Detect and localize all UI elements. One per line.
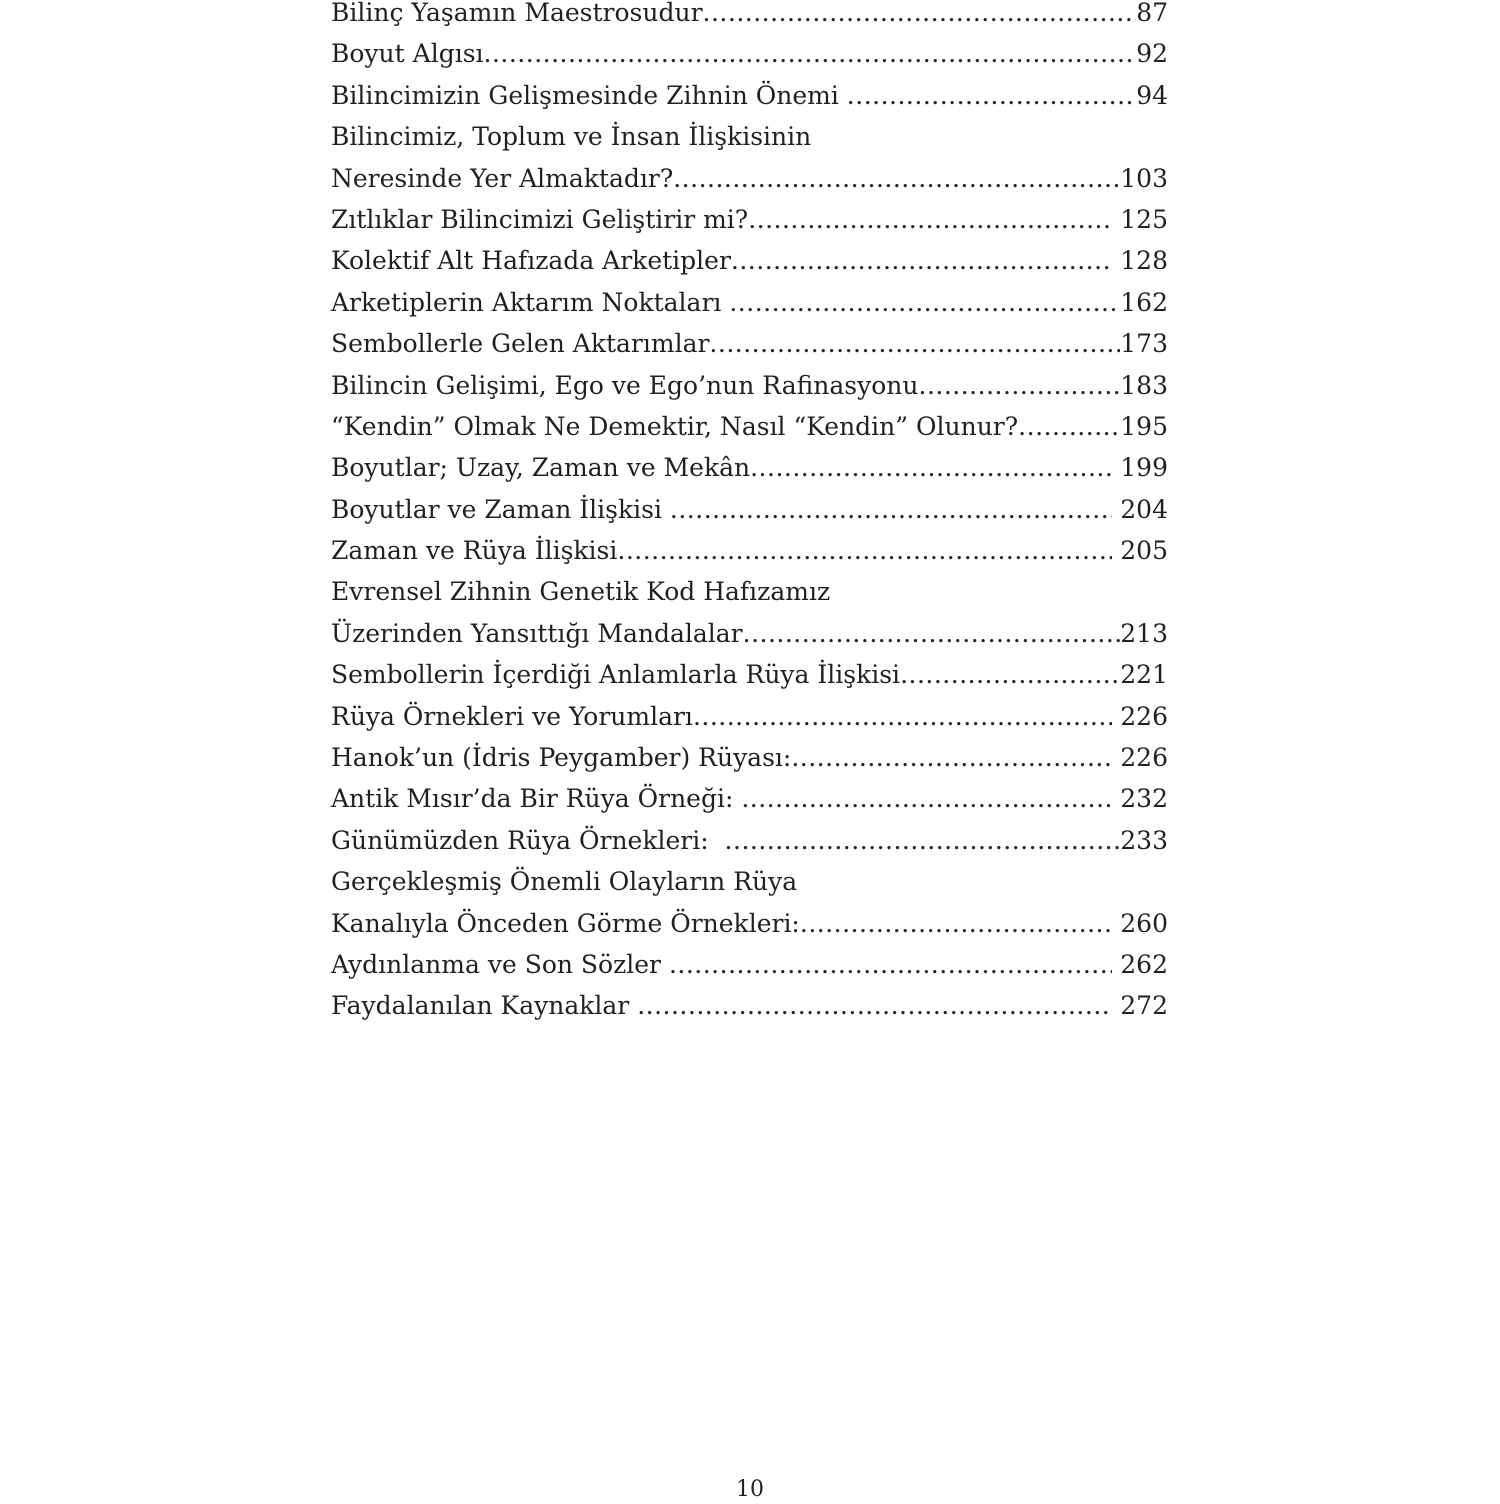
toc-leader-dots (617, 536, 1112, 565)
toc-entry-page: 173 (1120, 329, 1168, 359)
toc-entry-title: Evrensel Zihnin Genetik Kod Hafızamız (331, 577, 831, 607)
toc-entry-title: Sembollerin İçerdiği Anlamlarla Rüya İlişkisi (331, 660, 901, 690)
toc-leader-dots (670, 495, 1112, 524)
toc-entry-title: Antik Mısır’da Bir Rüya Örneği: (331, 784, 742, 814)
toc-entry (331, 660, 1168, 701)
toc-entry-title: Zaman ve Rüya İlişkisi (331, 536, 618, 566)
toc-entry (331, 495, 1168, 536)
toc-entry (331, 39, 1168, 80)
toc-leader-dots (484, 39, 1137, 68)
toc-entry-page: 183 (1120, 370, 1168, 400)
toc-leader-dots (791, 743, 1112, 772)
toc-entry-title: “Kendin” Olmak Ne Demektir, Nasıl “Kendin” Olunur? (331, 411, 1019, 441)
toc-leader-dots (729, 288, 1120, 317)
toc-leader-dots (741, 784, 1112, 813)
toc-entry-title: Zıtlıklar Bilincimizi Geliştirir mi? (331, 204, 749, 234)
toc-leader-dots (748, 205, 1112, 234)
toc-entry-page: 87 (1136, 0, 1168, 27)
toc-leader-dots (637, 991, 1112, 1020)
toc-entry (331, 743, 1168, 784)
toc-entry-title: Üzerinden Yansıttığı Mandalalar (331, 618, 743, 648)
toc-entry-title: Bilinç Yaşamın Maestrosudur (331, 0, 703, 27)
toc-entry (331, 122, 1168, 163)
toc-entry (331, 412, 1168, 453)
toc-entry-page: 162 (1120, 287, 1168, 317)
toc-entry-page: 103 (1120, 163, 1168, 193)
toc-leader-dots (725, 826, 1121, 855)
toc-entry-page: 92 (1136, 39, 1168, 69)
toc-entry-page: 195 (1120, 411, 1168, 441)
toc-leader-dots (847, 81, 1136, 110)
page-number: 10 (736, 1477, 764, 1502)
toc-entry-title: Gerçekleşmiş Önemli Olayların Rüya (331, 867, 798, 897)
toc-entry-page: 204 (1112, 494, 1168, 524)
toc-entry (331, 453, 1168, 494)
toc-entry-title: Neresinde Yer Almaktadır? (331, 163, 674, 193)
toc-leader-dots (743, 619, 1121, 648)
toc-entry-page: 272 (1112, 991, 1168, 1021)
toc-entry (331, 81, 1168, 122)
toc-entry (331, 0, 1168, 39)
toc-entry (331, 867, 1168, 908)
toc-leader-dots (709, 329, 1120, 358)
toc-entry-title: Rüya Örnekleri ve Yorumları (331, 701, 693, 731)
toc-entry-page: 94 (1136, 80, 1168, 110)
toc-entry-page: 233 (1120, 825, 1168, 855)
toc-leader-dots (919, 371, 1121, 400)
toc-entry (331, 329, 1168, 370)
toc-entry-page: 262 (1112, 949, 1168, 979)
toc-entry-title: Sembollerle Gelen Aktarımlar (331, 329, 710, 359)
toc-entry (331, 950, 1168, 991)
toc-leader-dots (750, 453, 1112, 482)
toc-entry-title: Hanok’un (İdris Peygamber) Rüyası: (331, 743, 792, 773)
toc-entry (331, 371, 1168, 412)
toc-leader-dots (669, 950, 1112, 979)
toc-leader-dots (693, 702, 1112, 731)
toc-entry (331, 164, 1168, 205)
toc-entry-title: Arketiplerin Aktarım Noktaları (331, 287, 730, 317)
toc-entry-page: 205 (1112, 536, 1168, 566)
toc-leader-dots (1018, 412, 1120, 441)
toc-entry (331, 909, 1168, 950)
toc-entry-page: 221 (1120, 660, 1168, 690)
toc-entry-page: 232 (1112, 784, 1168, 814)
toc-entry-title: Kanalıyla Önceden Görme Örnekleri: (331, 908, 800, 938)
toc-entry (331, 991, 1168, 1032)
toc-entry (331, 577, 1168, 618)
toc-entry-title: Boyutlar ve Zaman İlişkisi (331, 494, 670, 524)
toc-entry-title: Boyutlar; Uzay, Zaman ve Mekân (331, 453, 751, 483)
toc-entry-title: Faydalanılan Kaynaklar (331, 991, 638, 1021)
toc-entry (331, 784, 1168, 825)
toc-entry-page: 226 (1112, 743, 1168, 773)
toc-entry-title: Bilincimiz, Toplum ve İnsan İlişkisinin (331, 122, 812, 152)
toc-entry (331, 826, 1168, 867)
toc-entry-title: Boyut Algısı (331, 39, 484, 69)
toc-leader-dots (731, 246, 1112, 275)
toc-leader-dots (703, 0, 1137, 27)
toc-entry-page: 226 (1112, 701, 1168, 731)
toc-leader-dots (673, 164, 1120, 193)
table-of-contents (331, 0, 1168, 1033)
toc-entry-page: 213 (1120, 618, 1168, 648)
toc-entry-page: 128 (1112, 246, 1168, 276)
toc-entry (331, 246, 1168, 287)
toc-entry (331, 619, 1168, 660)
toc-entry (331, 536, 1168, 577)
toc-entry-title: Günümüzden Rüya Örnekleri: (331, 825, 725, 855)
toc-entry-page: 260 (1112, 908, 1168, 938)
toc-entry-page: 125 (1112, 204, 1168, 234)
toc-leader-dots (900, 660, 1120, 689)
toc-entry (331, 205, 1168, 246)
toc-leader-dots (800, 909, 1112, 938)
toc-entry-page: 199 (1112, 453, 1168, 483)
toc-entry (331, 702, 1168, 743)
toc-entry-title: Aydınlanma ve Son Sözler (331, 949, 669, 979)
toc-entry-title: Bilincin Gelişimi, Ego ve Ego’nun Rafinasyonu (331, 370, 919, 400)
toc-entry-title: Bilincimizin Gelişmesinde Zihnin Önemi (331, 80, 847, 110)
toc-entry (331, 288, 1168, 329)
toc-entry-title: Kolektif Alt Hafızada Arketipler (331, 246, 731, 276)
